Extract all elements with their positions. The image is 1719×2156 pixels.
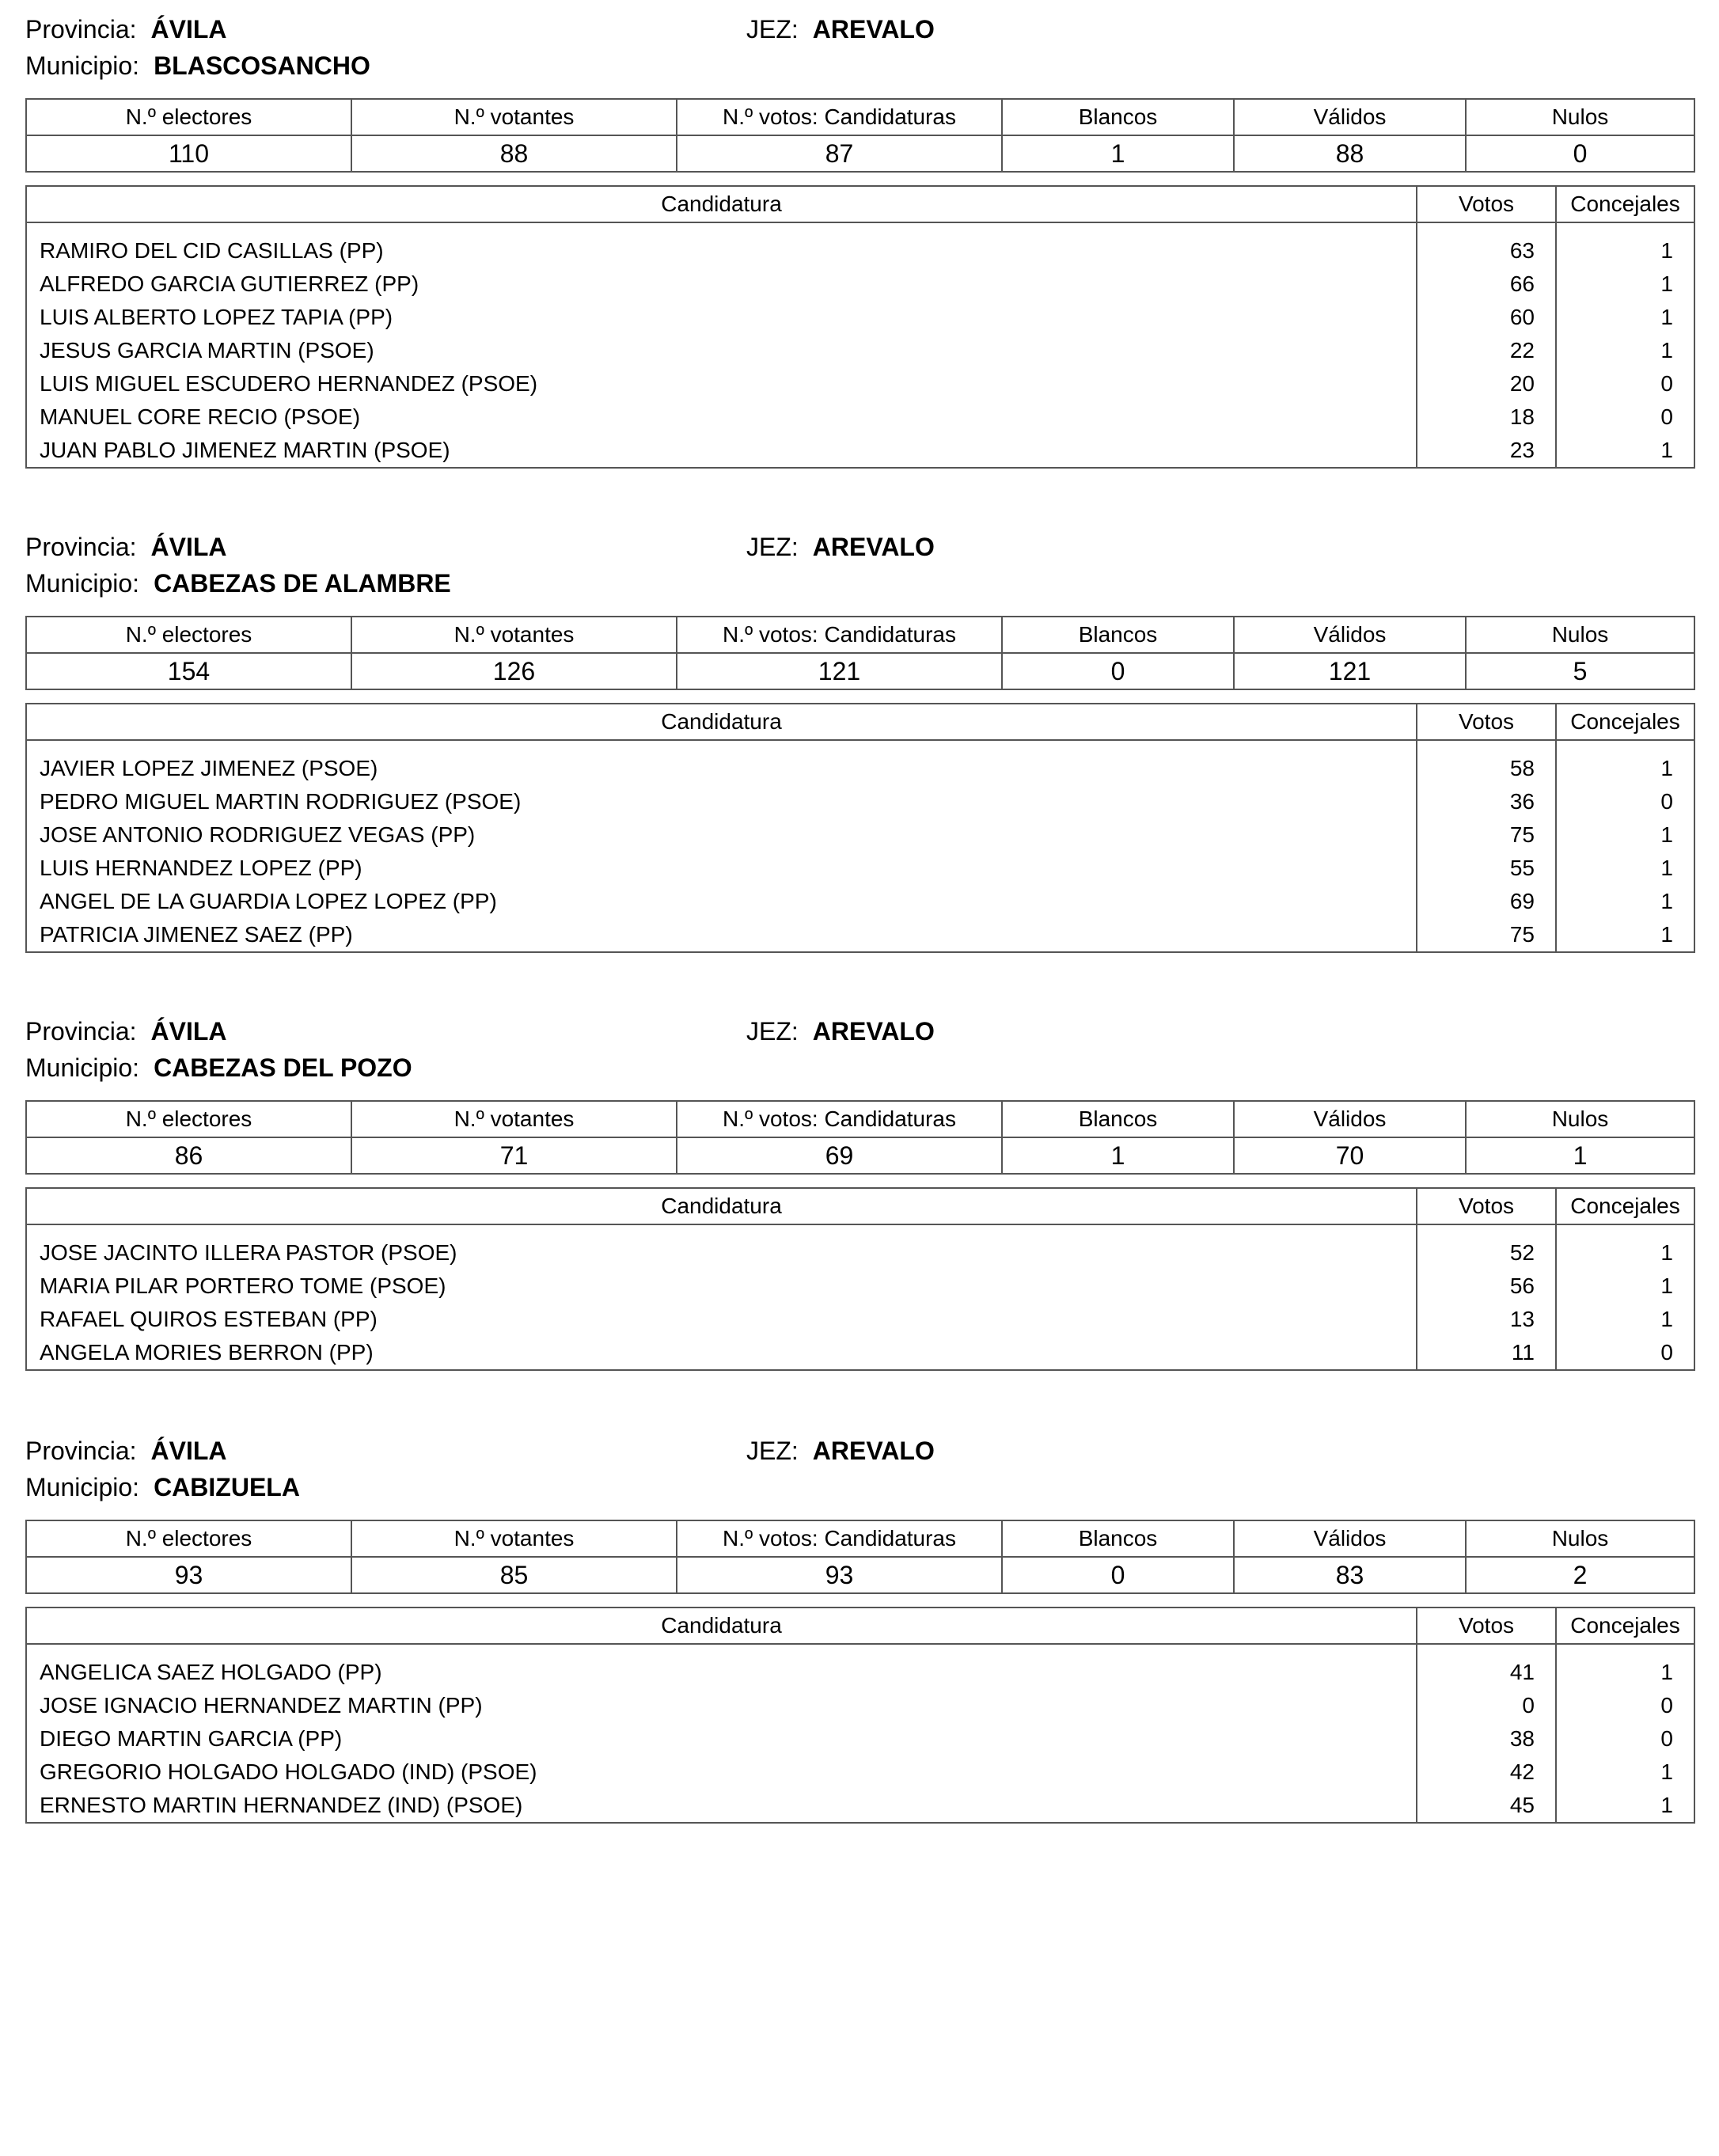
spacer-row xyxy=(26,740,1694,752)
candidatura-header: Candidatura xyxy=(26,704,1417,740)
stats-value-cell: 0 xyxy=(1466,135,1694,172)
candidate-concejales: 0 xyxy=(1556,1689,1694,1722)
candidate-concejales: 1 xyxy=(1556,1789,1694,1823)
stats-header-cell: N.º electores xyxy=(26,617,351,653)
stats-value-row xyxy=(26,1137,1694,1174)
spacer-row xyxy=(26,1224,1694,1236)
candidate-name: JOSE IGNACIO HERNANDEZ MARTIN (PP) xyxy=(26,1689,1417,1722)
candidate-votos: 69 xyxy=(1417,885,1556,918)
candidate-concejales: 1 xyxy=(1556,818,1694,852)
candidate-concejales: 1 xyxy=(1556,434,1694,468)
stats-value-cell: 121 xyxy=(677,653,1002,689)
candidates-header-row xyxy=(26,1608,1694,1644)
stats-header-cell: Blancos xyxy=(1002,1101,1234,1137)
candidate-name: JAVIER LOPEZ JIMENEZ (PSOE) xyxy=(26,752,1417,785)
candidate-name: PATRICIA JIMENEZ SAEZ (PP) xyxy=(26,918,1417,952)
candidate-name: MARIA PILAR PORTERO TOME (PSOE) xyxy=(26,1270,1417,1303)
provincia-line xyxy=(25,1433,227,1469)
candidate-concejales: 0 xyxy=(1556,400,1694,434)
stats-table xyxy=(25,98,1695,173)
provincia-value: ÁVILA xyxy=(150,1017,227,1046)
candidates-table xyxy=(25,703,1695,953)
candidate-votos: 56 xyxy=(1417,1270,1556,1303)
candidate-votos: 23 xyxy=(1417,434,1556,468)
block-header xyxy=(25,11,1694,98)
candidate-row xyxy=(26,400,1694,434)
municipality-block xyxy=(25,11,1694,469)
municipio-line xyxy=(25,1050,412,1086)
candidate-row xyxy=(26,234,1694,268)
candidatura-header: Candidatura xyxy=(26,1188,1417,1224)
stats-header-row xyxy=(26,1101,1694,1137)
candidate-concejales: 1 xyxy=(1556,852,1694,885)
candidate-row xyxy=(26,1336,1694,1370)
jez-value: AREVALO xyxy=(812,1437,935,1465)
stats-header-cell: Blancos xyxy=(1002,99,1234,135)
candidate-votos: 13 xyxy=(1417,1303,1556,1336)
stats-header-cell: N.º votantes xyxy=(351,99,677,135)
stats-value-cell: 126 xyxy=(351,653,677,689)
candidate-concejales: 1 xyxy=(1556,885,1694,918)
stats-header-cell: Nulos xyxy=(1466,1101,1694,1137)
candidate-votos: 75 xyxy=(1417,818,1556,852)
spacer-row xyxy=(26,1644,1694,1656)
candidate-row xyxy=(26,1722,1694,1756)
candidate-concejales: 1 xyxy=(1556,918,1694,952)
jez-line xyxy=(746,11,935,47)
stats-value-row xyxy=(26,653,1694,689)
municipio-value: CABEZAS DE ALAMBRE xyxy=(154,569,451,598)
provincia-value: ÁVILA xyxy=(150,533,227,561)
candidate-row xyxy=(26,301,1694,334)
candidate-name: RAMIRO DEL CID CASILLAS (PP) xyxy=(26,234,1417,268)
stats-header-cell: N.º votos: Candidaturas xyxy=(677,617,1002,653)
provincia-label: Provincia: xyxy=(25,15,137,44)
candidate-votos: 38 xyxy=(1417,1722,1556,1756)
stats-header-cell: Nulos xyxy=(1466,1520,1694,1557)
candidate-row xyxy=(26,1270,1694,1303)
stats-value-cell: 2 xyxy=(1466,1557,1694,1593)
candidate-row xyxy=(26,1789,1694,1823)
candidate-concejales: 1 xyxy=(1556,752,1694,785)
candidate-name: MANUEL CORE RECIO (PSOE) xyxy=(26,400,1417,434)
candidate-name: LUIS MIGUEL ESCUDERO HERNANDEZ (PSOE) xyxy=(26,367,1417,400)
stats-header-cell: N.º electores xyxy=(26,99,351,135)
candidatura-header: Candidatura xyxy=(26,1608,1417,1644)
candidatura-header: Candidatura xyxy=(26,186,1417,222)
concejales-header: Concejales xyxy=(1556,1188,1694,1224)
stats-header-cell: Válidos xyxy=(1234,1520,1466,1557)
candidate-concejales: 0 xyxy=(1556,1722,1694,1756)
stats-value-cell: 85 xyxy=(351,1557,677,1593)
candidate-row xyxy=(26,367,1694,400)
stats-value-cell: 1 xyxy=(1002,1137,1234,1174)
stats-value-cell: 88 xyxy=(351,135,677,172)
candidate-row xyxy=(26,1756,1694,1789)
municipio-line xyxy=(25,565,451,602)
municipio-value: BLASCOSANCHO xyxy=(154,51,370,80)
candidate-votos: 18 xyxy=(1417,400,1556,434)
candidate-name: PEDRO MIGUEL MARTIN RODRIGUEZ (PSOE) xyxy=(26,785,1417,818)
candidate-votos: 58 xyxy=(1417,752,1556,785)
jez-label: JEZ: xyxy=(746,1437,799,1465)
candidate-concejales: 0 xyxy=(1556,785,1694,818)
candidates-header-row xyxy=(26,704,1694,740)
stats-value-cell: 1 xyxy=(1002,135,1234,172)
candidate-name: ANGEL DE LA GUARDIA LOPEZ LOPEZ (PP) xyxy=(26,885,1417,918)
municipio-label: Municipio: xyxy=(25,569,140,598)
stats-header-cell: Nulos xyxy=(1466,617,1694,653)
provincia-value: ÁVILA xyxy=(150,15,227,44)
block-header xyxy=(25,1013,1694,1100)
stats-header-cell: Válidos xyxy=(1234,617,1466,653)
municipality-block xyxy=(25,1013,1694,1371)
municipio-value: CABIZUELA xyxy=(154,1473,300,1501)
candidate-row xyxy=(26,818,1694,852)
candidate-name: DIEGO MARTIN GARCIA (PP) xyxy=(26,1722,1417,1756)
stats-table xyxy=(25,1100,1695,1175)
candidate-concejales: 0 xyxy=(1556,367,1694,400)
spacer-row xyxy=(26,222,1694,234)
stats-value-cell: 69 xyxy=(677,1137,1002,1174)
jez-label: JEZ: xyxy=(746,533,799,561)
stats-header-cell: Blancos xyxy=(1002,617,1234,653)
candidate-votos: 22 xyxy=(1417,334,1556,367)
stats-value-cell: 93 xyxy=(26,1557,351,1593)
stats-header-row xyxy=(26,99,1694,135)
municipio-label: Municipio: xyxy=(25,1053,140,1082)
candidate-votos: 41 xyxy=(1417,1656,1556,1689)
candidate-votos: 42 xyxy=(1417,1756,1556,1789)
provincia-line xyxy=(25,529,227,565)
candidate-name: RAFAEL QUIROS ESTEBAN (PP) xyxy=(26,1303,1417,1336)
votos-header: Votos xyxy=(1417,1608,1556,1644)
candidate-concejales: 1 xyxy=(1556,301,1694,334)
candidate-votos: 0 xyxy=(1417,1689,1556,1722)
jez-value: AREVALO xyxy=(812,1017,935,1046)
stats-value-cell: 154 xyxy=(26,653,351,689)
candidate-row xyxy=(26,1236,1694,1270)
candidate-votos: 60 xyxy=(1417,301,1556,334)
provincia-label: Provincia: xyxy=(25,1017,137,1046)
candidates-table xyxy=(25,185,1695,469)
candidate-votos: 20 xyxy=(1417,367,1556,400)
municipality-block xyxy=(25,1433,1694,1824)
jez-line xyxy=(746,529,935,565)
candidate-name: GREGORIO HOLGADO HOLGADO (IND) (PSOE) xyxy=(26,1756,1417,1789)
municipio-line xyxy=(25,47,370,84)
stats-value-cell: 5 xyxy=(1466,653,1694,689)
votos-header: Votos xyxy=(1417,186,1556,222)
candidate-concejales: 0 xyxy=(1556,1336,1694,1370)
stats-header-cell: N.º votos: Candidaturas xyxy=(677,1520,1002,1557)
stats-header-cell: N.º votos: Candidaturas xyxy=(677,99,1002,135)
stats-header-row xyxy=(26,1520,1694,1557)
candidates-header-row xyxy=(26,186,1694,222)
stats-value-cell: 121 xyxy=(1234,653,1466,689)
candidate-name: ANGELICA SAEZ HOLGADO (PP) xyxy=(26,1656,1417,1689)
candidate-row xyxy=(26,268,1694,301)
votos-header: Votos xyxy=(1417,704,1556,740)
candidate-votos: 55 xyxy=(1417,852,1556,885)
jez-line xyxy=(746,1013,935,1050)
candidate-votos: 66 xyxy=(1417,268,1556,301)
provincia-line xyxy=(25,11,227,47)
candidate-row xyxy=(26,1656,1694,1689)
candidate-votos: 11 xyxy=(1417,1336,1556,1370)
stats-header-cell: N.º votantes xyxy=(351,1101,677,1137)
candidate-row xyxy=(26,1303,1694,1336)
candidate-concejales: 1 xyxy=(1556,1270,1694,1303)
votos-header: Votos xyxy=(1417,1188,1556,1224)
concejales-header: Concejales xyxy=(1556,1608,1694,1644)
candidate-row xyxy=(26,785,1694,818)
stats-value-cell: 86 xyxy=(26,1137,351,1174)
candidate-row xyxy=(26,852,1694,885)
candidate-concejales: 1 xyxy=(1556,1656,1694,1689)
candidate-name: JESUS GARCIA MARTIN (PSOE) xyxy=(26,334,1417,367)
stats-header-row xyxy=(26,617,1694,653)
candidate-row xyxy=(26,1689,1694,1722)
candidate-name: ERNESTO MARTIN HERNANDEZ (IND) (PSOE) xyxy=(26,1789,1417,1823)
block-header xyxy=(25,1433,1694,1520)
stats-header-cell: Válidos xyxy=(1234,1101,1466,1137)
stats-header-cell: Válidos xyxy=(1234,99,1466,135)
candidate-row xyxy=(26,752,1694,785)
stats-value-cell: 93 xyxy=(677,1557,1002,1593)
block-header xyxy=(25,529,1694,616)
candidate-concejales: 1 xyxy=(1556,1303,1694,1336)
candidate-name: LUIS ALBERTO LOPEZ TAPIA (PP) xyxy=(26,301,1417,334)
candidates-table xyxy=(25,1607,1695,1824)
candidate-name: ALFREDO GARCIA GUTIERREZ (PP) xyxy=(26,268,1417,301)
stats-value-cell: 88 xyxy=(1234,135,1466,172)
candidate-concejales: 1 xyxy=(1556,1236,1694,1270)
jez-value: AREVALO xyxy=(812,533,935,561)
municipio-value: CABEZAS DEL POZO xyxy=(154,1053,412,1082)
candidate-votos: 52 xyxy=(1417,1236,1556,1270)
candidate-name: JOSE ANTONIO RODRIGUEZ VEGAS (PP) xyxy=(26,818,1417,852)
stats-header-cell: Nulos xyxy=(1466,99,1694,135)
stats-value-cell: 83 xyxy=(1234,1557,1466,1593)
stats-header-cell: N.º votantes xyxy=(351,1520,677,1557)
candidate-name: JUAN PABLO JIMENEZ MARTIN (PSOE) xyxy=(26,434,1417,468)
candidate-concejales: 1 xyxy=(1556,1756,1694,1789)
jez-line xyxy=(746,1433,935,1469)
stats-header-cell: N.º electores xyxy=(26,1520,351,1557)
candidate-row xyxy=(26,434,1694,468)
municipality-block xyxy=(25,529,1694,953)
candidate-votos: 45 xyxy=(1417,1789,1556,1823)
candidate-name: LUIS HERNANDEZ LOPEZ (PP) xyxy=(26,852,1417,885)
provincia-label: Provincia: xyxy=(25,533,137,561)
concejales-header: Concejales xyxy=(1556,704,1694,740)
municipio-label: Municipio: xyxy=(25,1473,140,1501)
stats-value-cell: 0 xyxy=(1002,1557,1234,1593)
jez-value: AREVALO xyxy=(812,15,935,44)
stats-value-cell: 1 xyxy=(1466,1137,1694,1174)
stats-value-cell: 70 xyxy=(1234,1137,1466,1174)
provincia-line xyxy=(25,1013,227,1050)
stats-header-cell: N.º votos: Candidaturas xyxy=(677,1101,1002,1137)
concejales-header: Concejales xyxy=(1556,186,1694,222)
stats-header-cell: N.º electores xyxy=(26,1101,351,1137)
candidate-name: JOSE JACINTO ILLERA PASTOR (PSOE) xyxy=(26,1236,1417,1270)
jez-label: JEZ: xyxy=(746,1017,799,1046)
stats-header-cell: Blancos xyxy=(1002,1520,1234,1557)
candidate-concejales: 1 xyxy=(1556,268,1694,301)
stats-value-row xyxy=(26,135,1694,172)
provincia-value: ÁVILA xyxy=(150,1437,227,1465)
stats-table xyxy=(25,616,1695,690)
municipio-label: Municipio: xyxy=(25,51,140,80)
candidate-votos: 75 xyxy=(1417,918,1556,952)
stats-value-cell: 71 xyxy=(351,1137,677,1174)
jez-label: JEZ: xyxy=(746,15,799,44)
stats-value-cell: 87 xyxy=(677,135,1002,172)
candidate-row xyxy=(26,885,1694,918)
stats-value-cell: 110 xyxy=(26,135,351,172)
candidate-row xyxy=(26,918,1694,952)
candidate-concejales: 1 xyxy=(1556,234,1694,268)
stats-value-cell: 0 xyxy=(1002,653,1234,689)
candidates-table xyxy=(25,1187,1695,1371)
candidate-concejales: 1 xyxy=(1556,334,1694,367)
candidate-votos: 36 xyxy=(1417,785,1556,818)
candidate-votos: 63 xyxy=(1417,234,1556,268)
stats-table xyxy=(25,1520,1695,1594)
provincia-label: Provincia: xyxy=(25,1437,137,1465)
candidates-header-row xyxy=(26,1188,1694,1224)
stats-header-cell: N.º votantes xyxy=(351,617,677,653)
municipio-line xyxy=(25,1469,300,1505)
stats-value-row xyxy=(26,1557,1694,1593)
candidate-row xyxy=(26,334,1694,367)
candidate-name: ANGELA MORIES BERRON (PP) xyxy=(26,1336,1417,1370)
